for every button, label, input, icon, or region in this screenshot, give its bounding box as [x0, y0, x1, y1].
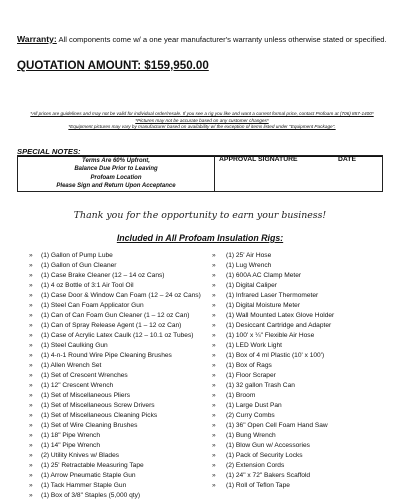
list-item-text: (1) Box of 3/8" Staples (5,000 qty)	[41, 492, 141, 499]
included-items-title: Included in All Profoam Insulation Rigs:	[116, 233, 284, 243]
list-item	[212, 431, 397, 441]
list-item-text: (1) Broom	[226, 392, 256, 399]
list-item-text: (1) Roll of Teflon Tape	[226, 482, 290, 489]
list-item	[212, 381, 397, 391]
bullet-icon: »	[212, 272, 216, 279]
disclaimer-equipment: *Equipment pictures may vary by manufacturer based on availability w/ the exception of items listed under "Equipment Package".	[68, 124, 336, 129]
list-item	[29, 361, 224, 371]
list-item	[212, 391, 397, 401]
list-item-text: (1) Blow Gun w/ Accessories	[226, 442, 310, 449]
bullet-icon: »	[212, 432, 216, 439]
included-items-right-list	[212, 251, 397, 491]
approval-signature-label: APPROVAL SIGNATURE	[219, 156, 298, 163]
bullet-icon: »	[29, 472, 33, 479]
included-items-left-list	[29, 251, 224, 500]
bullet-icon: »	[212, 332, 216, 339]
bullet-icon: »	[212, 402, 216, 409]
list-item	[29, 321, 224, 331]
list-item-text: (1) Tack Hammer Staple Gun	[41, 482, 127, 489]
list-item-text: (1) Can of Spray Release Agent (1 – 12 oz Can)	[41, 322, 182, 329]
list-item-text: (2) Curry Combs	[226, 412, 275, 419]
bullet-icon: »	[29, 452, 33, 459]
bullet-icon: »	[29, 312, 33, 319]
terms-box	[17, 155, 215, 192]
list-item	[29, 461, 224, 471]
bullet-icon: »	[212, 362, 216, 369]
list-item-text: (1) Set of Miscellaneous Cleaning Picks	[41, 412, 158, 419]
bullet-icon: »	[29, 432, 33, 439]
terms-line: Profoam Location	[90, 174, 142, 181]
list-item	[212, 461, 397, 471]
list-item-text: (1) Wall Mounted Latex Glove Holder	[226, 312, 335, 319]
bullet-icon: »	[212, 422, 216, 429]
bullet-icon: »	[212, 442, 216, 449]
list-item-text: (1) 36" Open Cell Foam Hand Saw	[226, 422, 328, 429]
list-item-text: (1) Digital Caliper	[226, 282, 277, 289]
date-label: DATE	[338, 156, 356, 163]
list-item	[29, 251, 224, 261]
list-item	[29, 351, 224, 361]
list-item-text: (1) Bung Wrench	[226, 432, 276, 439]
list-item-text: (1) Pack of Security Locks	[226, 452, 303, 459]
warranty-label: Warranty:	[17, 34, 57, 44]
bullet-icon: »	[29, 482, 33, 489]
list-item	[29, 421, 224, 431]
list-item	[212, 271, 397, 281]
list-item	[29, 431, 224, 441]
bullet-icon: »	[212, 412, 216, 419]
list-item	[29, 451, 224, 461]
list-item	[212, 291, 397, 301]
list-item-text: (1) Desiccant Cartridge and Adapter	[226, 322, 332, 329]
list-item-text: (1) 100' x ¼" Flexible Air Hose	[226, 332, 315, 339]
list-item-text: (2) Utility Knives w/ Blades	[41, 452, 120, 459]
list-item	[29, 491, 224, 500]
list-item-text: (1) 4-n-1 Round Wire Pipe Cleaning Brushes	[41, 352, 172, 359]
bullet-icon: »	[212, 472, 216, 479]
list-item	[212, 411, 397, 421]
disclaimers	[20, 111, 384, 131]
quotation-amount: QUOTATION AMOUNT: $159,950.00	[17, 59, 209, 72]
list-item	[29, 471, 224, 481]
list-item-text: (1) LED Work Light	[226, 342, 282, 349]
list-item-text: (1) 4 oz Bottle of 3:1 Air Tool Oil	[41, 282, 134, 289]
list-item-text: (1) Floor Scraper	[226, 372, 276, 379]
disclaimer-pricing: *All prices are guidelines and may not be valid for individual order/resale. If you see a rig you like and want a current formal price, contact Profoam at (706) 857-1400*	[30, 111, 374, 116]
list-item	[29, 481, 224, 491]
list-item-text: (1) Arrow Pneumatic Staple Gun	[41, 472, 136, 479]
list-item-text: (1) Large Dust Pan	[226, 402, 282, 409]
bullet-icon: »	[29, 292, 33, 299]
list-item-text: (1) 18" Pipe Wrench	[41, 432, 101, 439]
bullet-icon: »	[29, 362, 33, 369]
list-item	[212, 351, 397, 361]
list-item	[212, 441, 397, 451]
bullet-icon: »	[29, 492, 33, 499]
bullet-icon: »	[29, 262, 33, 269]
list-item	[212, 281, 397, 291]
terms-line: Terms Are 60% Upfront,	[82, 158, 150, 164]
bullet-icon: »	[29, 302, 33, 309]
list-item	[29, 281, 224, 291]
bullet-icon: »	[29, 342, 33, 349]
bullet-icon: »	[212, 482, 216, 489]
list-item	[212, 251, 397, 261]
list-item-text: (1) 32 gallon Trash Can	[226, 382, 295, 389]
list-item-text: (1) Can of Can Foam Gun Cleaner (1 – 12 oz Can)	[41, 312, 190, 319]
list-item	[29, 441, 224, 451]
list-item	[212, 361, 397, 371]
thank-you-message: Thank you for the opportunity to earn your business!	[73, 210, 327, 221]
list-item-text: (1) Allen Wrench Set	[41, 362, 102, 369]
bullet-icon: »	[212, 262, 216, 269]
warranty-statement	[17, 34, 392, 44]
list-item-text: (1) Case of Acrylic Latex Caulk (12 – 10.1 oz Tubes)	[41, 332, 194, 339]
list-item	[212, 311, 397, 321]
list-item-text: (1) Box of Rags	[226, 362, 272, 369]
list-item-text: (1) Box of 4 ml Plastic (10' x 100')	[226, 352, 325, 359]
list-item-text: (1) Set of Miscellaneous Pliers	[41, 392, 131, 399]
bullet-icon: »	[29, 422, 33, 429]
bullet-icon: »	[212, 342, 216, 349]
list-item-text: (1) 12" Crescent Wrench	[41, 382, 114, 389]
bullet-icon: »	[29, 392, 33, 399]
bullet-icon: »	[29, 322, 33, 329]
list-item-text: (1) 14" Pipe Wrench	[41, 442, 101, 449]
bullet-icon: »	[29, 332, 33, 339]
list-item	[29, 331, 224, 341]
list-item	[212, 451, 397, 461]
list-item	[29, 301, 224, 311]
approval-signature-box[interactable]	[215, 155, 383, 192]
bullet-icon: »	[29, 382, 33, 389]
list-item-text: (1) Case Brake Cleaner (12 – 14 oz Cans)	[41, 272, 165, 279]
list-item-text: (1) Steel Can Foam Applicator Gun	[41, 302, 144, 309]
bullet-icon: »	[212, 302, 216, 309]
list-item-text: (1) Gallon of Gun Cleaner	[41, 262, 117, 269]
list-item	[212, 321, 397, 331]
list-item	[29, 261, 224, 271]
list-item	[212, 481, 397, 491]
warranty-text: All components come w/ a one year manufacturer's warranty unless otherwise stated or specified.	[56, 35, 387, 44]
list-item	[212, 401, 397, 411]
bullet-icon: »	[212, 282, 216, 289]
bullet-icon: »	[212, 292, 216, 299]
bullet-icon: »	[212, 382, 216, 389]
bullet-icon: »	[212, 322, 216, 329]
list-item	[29, 311, 224, 321]
list-item	[29, 401, 224, 411]
list-item-text: (1) Steel Caulking Gun	[41, 342, 108, 349]
list-item	[29, 291, 224, 301]
list-item-text: (1) Case Door & Window Can Foam (12 – 24 oz Cans)	[41, 292, 201, 299]
list-item-text: (1) 25' Air Hose	[226, 252, 272, 259]
bullet-icon: »	[212, 392, 216, 399]
bullet-icon: »	[212, 452, 216, 459]
list-item-text: (1) 25' Retractable Measuring Tape	[41, 462, 144, 469]
list-item	[212, 421, 397, 431]
list-item	[212, 371, 397, 381]
list-item	[212, 331, 397, 341]
list-item-text: (1) 600A AC Clamp Meter	[226, 272, 302, 279]
special-notes-heading: SPECIAL NOTES:	[17, 147, 81, 156]
bullet-icon: »	[29, 282, 33, 289]
bullet-icon: »	[29, 352, 33, 359]
bullet-icon: »	[212, 252, 216, 259]
list-item-text: (1) Digital Moisture Meter	[226, 302, 301, 309]
list-item-text: (1) Lug Wrench	[226, 262, 272, 269]
bullet-icon: »	[212, 462, 216, 469]
list-item	[212, 261, 397, 271]
list-item	[29, 271, 224, 281]
bullet-icon: »	[29, 252, 33, 259]
list-item	[212, 341, 397, 351]
bullet-icon: »	[29, 272, 33, 279]
bullet-icon: »	[29, 402, 33, 409]
list-item-text: (2) Extension Cords	[226, 462, 285, 469]
bullet-icon: »	[212, 352, 216, 359]
disclaimer-pictures: *Pictures may not be accurate based on any customer changes*	[135, 117, 269, 123]
list-item-text: (1) Gallon of Pump Lube	[41, 252, 113, 259]
list-item	[29, 391, 224, 401]
list-item	[29, 381, 224, 391]
list-item-text: (1) 24" x 72" Bakers Scaffold	[226, 472, 311, 479]
list-item	[212, 301, 397, 311]
list-item	[212, 471, 397, 481]
list-item	[29, 411, 224, 421]
terms-line: Balance Due Prior to Leaving	[74, 166, 158, 173]
list-item-text: (1) Set of Miscellaneous Screw Drivers	[41, 402, 155, 409]
bullet-icon: »	[29, 372, 33, 379]
bullet-icon: »	[212, 372, 216, 379]
list-item-text: (1) Infrared Laser Thermometer	[226, 292, 319, 299]
list-item-text: (1) Set of Crescent Wrenches	[41, 372, 128, 379]
list-item	[29, 371, 224, 381]
bullet-icon: »	[29, 462, 33, 469]
bullet-icon: »	[29, 412, 33, 419]
terms-line: Please Sign and Return Upon Acceptance	[56, 183, 176, 190]
list-item-text: (1) Set of Wire Cleaning Brushes	[41, 422, 138, 429]
bullet-icon: »	[212, 312, 216, 319]
list-item	[29, 341, 224, 351]
bullet-icon: »	[29, 442, 33, 449]
